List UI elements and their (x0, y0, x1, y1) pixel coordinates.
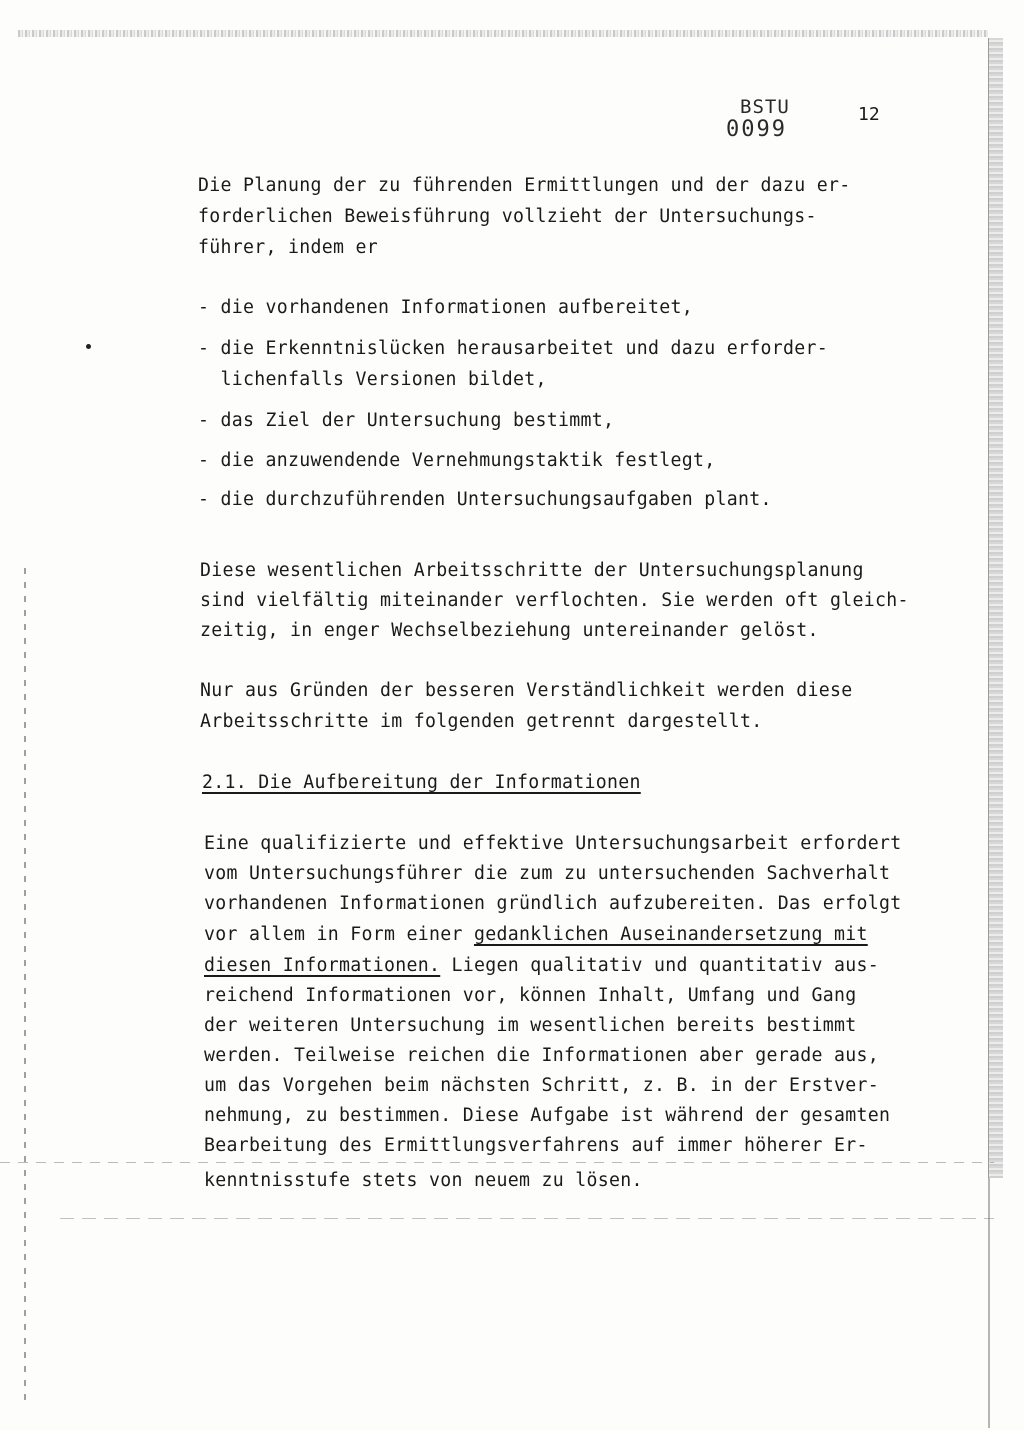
bullet-item-1: - die vorhandenen Informationen aufbereitet, (198, 297, 693, 318)
bullet-item-4: - die anzuwendende Vernehmungstaktik festlegt, (198, 450, 716, 471)
intro-line-1: Die Planung der zu führenden Ermittlungen und der dazu er- (198, 175, 851, 196)
scan-artifact-right-line (988, 1178, 990, 1428)
para3-line-4-text: vor allem in Form einer (204, 924, 474, 945)
section-heading: 2.1. Die Aufbereitung der Informationen (202, 772, 641, 793)
para3-line-7: der weiteren Untersuchung im wesentlichen bereits bestimmt (204, 1015, 857, 1036)
para3-underlined-phrase-2: diesen Informationen. (204, 955, 441, 976)
para3-line-9: um das Vorgehen beim nächsten Schritt, z. B. in der Erstver- (204, 1075, 879, 1096)
scan-speck (86, 344, 91, 349)
para3-line-11: Bearbeitung des Ermittlungsverfahrens auf immer höherer Er- (204, 1135, 868, 1156)
para3-underlined-phrase-1: gedanklichen Auseinandersetzung mit (474, 924, 868, 945)
bullet-item-5: - die durchzuführenden Untersuchungsaufgaben plant. (198, 489, 772, 510)
para3-line-2: vom Untersuchungsführer die zum zu untersuchenden Sachverhalt (204, 863, 891, 884)
bullet-item-2-cont: lichenfalls Versionen bildet, (198, 369, 547, 390)
archive-stamp (726, 96, 826, 142)
para3-line-8: werden. Teilweise reichen die Informationen aber gerade aus, (204, 1045, 879, 1066)
scan-artifact-top (18, 30, 988, 37)
stamp-agency: BSTU (740, 96, 790, 118)
para1-line-3: zeitig, in enger Wechselbeziehung untereinander gelöst. (200, 620, 819, 641)
intro-line-2: forderlichen Beweisführung vollzieht der Untersuchungs- (198, 206, 817, 227)
para1-line-1: Diese wesentlichen Arbeitsschritte der Untersuchungsplanung (200, 560, 864, 581)
intro-line-3: führer, indem er (198, 237, 378, 258)
bullet-item-2: - die Erkenntnislücken herausarbeitet und dazu erforder- (198, 338, 828, 359)
scan-artifact-fold-line-2 (60, 1218, 994, 1219)
para1-line-2: sind vielfältig miteinander verflochten. Sie werden oft gleich- (200, 590, 909, 611)
para3-line-10: nehmung, zu bestimmen. Diese Aufgabe ist während der gesamten (204, 1105, 891, 1126)
para3-line-5 (204, 955, 879, 977)
scan-artifact-left-edge (24, 560, 26, 1400)
scan-artifact-fold-line (0, 1162, 994, 1163)
para2-line-1: Nur aus Gründen der besseren Verständlichkeit werden diese (200, 680, 853, 701)
para3-line-3: vorhandenen Informationen gründlich aufzubereiten. Das erfolgt (204, 893, 902, 914)
scan-artifact-right-edge (988, 38, 1003, 1178)
para3-line-6: reichend Informationen vor, können Inhalt, Umfang und Gang (204, 985, 857, 1006)
para3-line-5-text: Liegen qualitativ und quantitativ aus- (440, 955, 879, 976)
bullet-item-3: - das Ziel der Untersuchung bestimmt, (198, 410, 615, 431)
para3-line-1: Eine qualifizierte und effektive Untersuchungsarbeit erfordert (204, 833, 902, 854)
stamp-number: 0099 (726, 117, 787, 142)
page-number: 12 (858, 104, 880, 125)
para2-line-2: Arbeitsschritte im folgenden getrennt dargestellt. (200, 711, 763, 732)
para3-line-12: kenntnisstufe stets von neuem zu lösen. (204, 1170, 643, 1191)
para3-line-4 (204, 924, 868, 946)
